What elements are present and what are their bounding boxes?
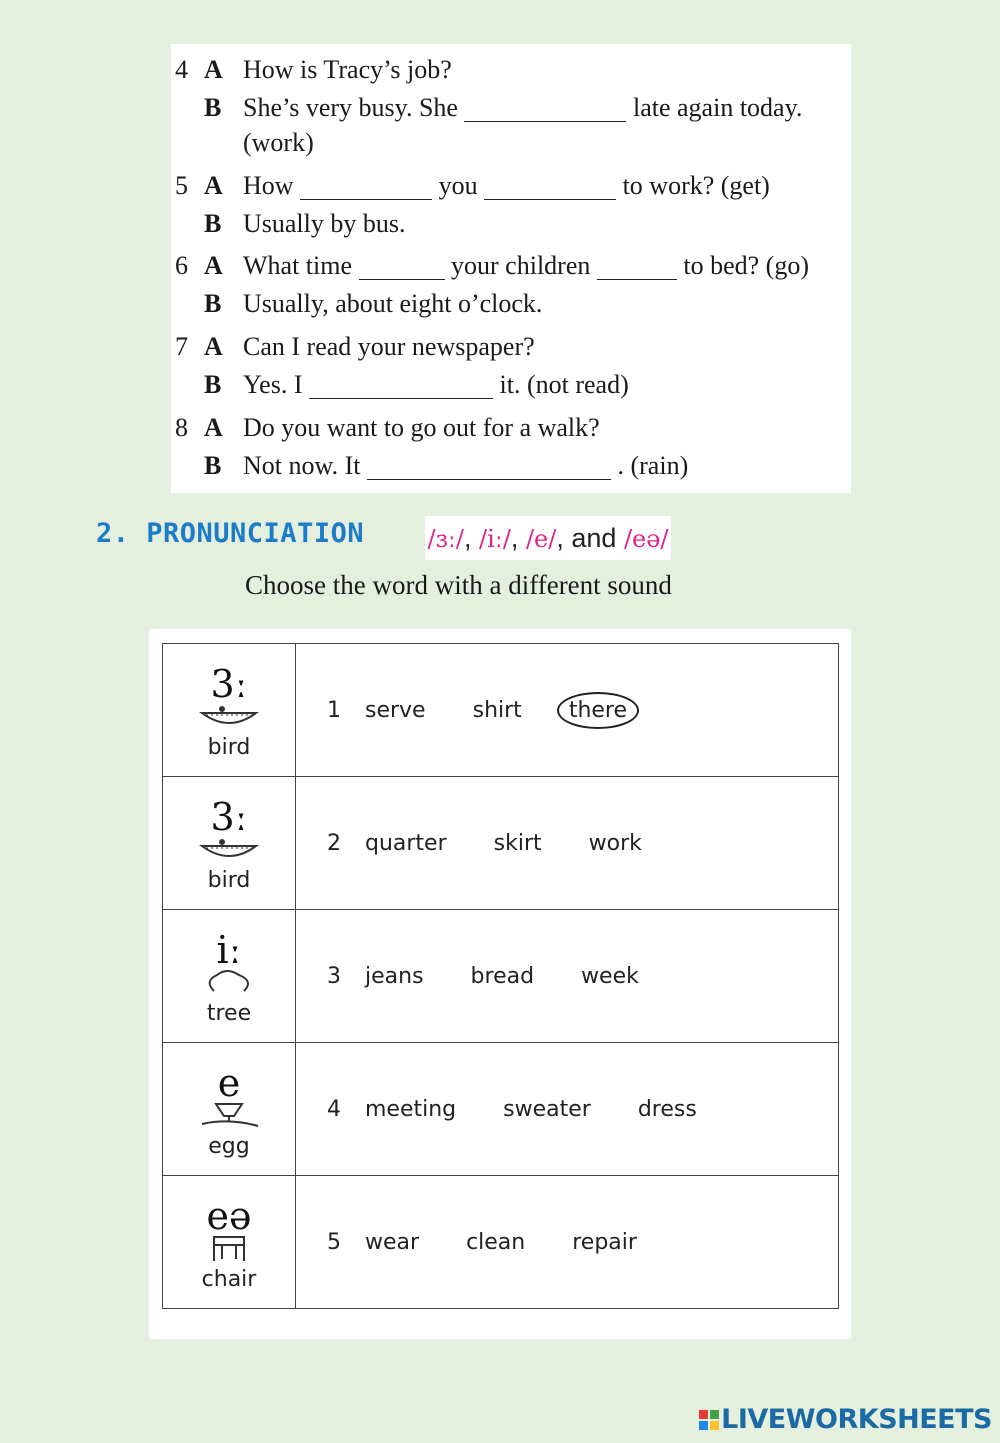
separator: ,: [463, 523, 472, 553]
word-option[interactable]: sweater: [503, 1096, 591, 1122]
word-option[interactable]: dress: [637, 1096, 697, 1122]
item-number: 8: [175, 413, 188, 442]
chair-icon: [163, 1235, 295, 1265]
answer-line: [243, 448, 688, 484]
phonetic-symbol: eə: [206, 1193, 252, 1238]
phoneme-ee: /iː/: [478, 525, 511, 553]
word-option[interactable]: serve: [365, 697, 426, 723]
symbol-label: egg: [208, 1133, 250, 1159]
sound-symbol-cell: [163, 1176, 296, 1309]
table-row: [163, 777, 839, 910]
row-number: 5: [327, 1229, 341, 1255]
answer-text: . (rain): [617, 451, 689, 480]
answer-text: Usually by bus.: [243, 209, 406, 238]
sound-symbol-cell: [163, 1043, 296, 1176]
row-number: 1: [327, 697, 341, 723]
speaker-a: A: [204, 171, 223, 200]
item-number: 4: [175, 55, 188, 84]
phoneme-air: /eə/: [623, 525, 669, 553]
word-option[interactable]: there: [557, 692, 639, 729]
table-row: [163, 644, 839, 777]
blank-input[interactable]: [300, 173, 432, 200]
item-number: 5: [175, 171, 188, 200]
separator: ,: [556, 523, 564, 553]
sound-symbol-cell: [163, 910, 296, 1043]
phoneme-er: /ɜː/: [427, 525, 464, 553]
speaker-b: B: [204, 93, 222, 122]
speaker-b: B: [204, 370, 222, 399]
phonetic-symbol: 3ː: [210, 794, 248, 839]
word-option[interactable]: clean: [466, 1229, 526, 1255]
bird-icon: [163, 836, 295, 866]
item-number: 6: [175, 251, 188, 280]
row-number: 4: [327, 1096, 341, 1122]
table-row: [163, 1176, 839, 1309]
speaker-a: A: [204, 332, 223, 361]
word-choice-cell: [296, 910, 839, 1043]
blank-input[interactable]: [597, 253, 677, 280]
sound-symbol-cell: [163, 644, 296, 777]
question-text: you: [438, 171, 478, 200]
word-option[interactable]: repair: [572, 1229, 637, 1255]
and-word: and: [571, 523, 617, 553]
word-option[interactable]: shirt: [472, 697, 522, 723]
question-text: to bed? (go): [683, 251, 809, 280]
question-text: Can I read your newspaper?: [243, 332, 535, 361]
speaker-b: B: [204, 289, 222, 318]
question-text: to work? (get): [622, 171, 770, 200]
word-option[interactable]: meeting: [365, 1096, 457, 1122]
blank-input[interactable]: [367, 453, 611, 480]
symbol-label: bird: [207, 734, 251, 760]
answer-text: late again today.: [632, 93, 803, 122]
egg-cup-icon: [163, 1102, 295, 1132]
answer-text: She’s very busy. She: [243, 93, 458, 122]
logo-text: LIVEWORKSHEETS: [721, 1404, 992, 1435]
blank-input[interactable]: [359, 253, 445, 280]
answer-text: Usually, about eight o’clock.: [243, 289, 543, 318]
symbol-label: chair: [201, 1266, 257, 1292]
liveworksheets-logo: [699, 1404, 992, 1435]
word-option[interactable]: bread: [470, 963, 535, 989]
row-number: 2: [327, 830, 341, 856]
word-option[interactable]: quarter: [365, 830, 447, 856]
blank-input[interactable]: [484, 173, 616, 200]
answer-text: Not now. It: [243, 451, 361, 480]
bird-icon: [163, 703, 295, 733]
verb-hint: (work): [243, 128, 314, 157]
speaker-b: B: [204, 209, 222, 238]
exercise-panel: [171, 44, 851, 493]
logo-grid-icon: [699, 1410, 719, 1430]
row-number: 3: [327, 963, 341, 989]
question-text: Do you want to go out for a walk?: [243, 413, 600, 442]
answer-text: Yes. I: [243, 370, 303, 399]
word-option[interactable]: work: [588, 830, 642, 856]
word-option[interactable]: wear: [365, 1229, 420, 1255]
section-title: 2. PRONUNCIATION: [96, 518, 365, 549]
blank-input[interactable]: [309, 372, 493, 399]
answer-text: it. (not read): [499, 370, 629, 399]
answer-line: [243, 90, 802, 126]
phonetic-symbol: iː: [216, 927, 242, 972]
pronunciation-table: [162, 643, 839, 1309]
blank-input[interactable]: [464, 95, 626, 122]
answer-line: [243, 367, 629, 403]
speaker-b: B: [204, 451, 222, 480]
pronunciation-table-panel: [149, 629, 851, 1339]
question-text: your children: [451, 251, 591, 280]
speaker-a: A: [204, 251, 223, 280]
word-choice-cell: [296, 644, 839, 777]
sound-symbol-cell: [163, 777, 296, 910]
question-text: How is Tracy’s job?: [243, 55, 452, 84]
speaker-a: A: [204, 413, 223, 442]
phoneme-e: /e/: [525, 525, 557, 553]
word-choice-cell: [296, 1043, 839, 1176]
table-row: [163, 1043, 839, 1176]
phoneme-list: [425, 516, 671, 560]
symbol-label: tree: [206, 1000, 252, 1026]
separator: ,: [510, 523, 519, 553]
table-row: [163, 910, 839, 1043]
item-number: 7: [175, 332, 188, 361]
question-text: How: [243, 171, 294, 200]
word-option[interactable]: skirt: [493, 830, 542, 856]
word-option[interactable]: jeans: [365, 963, 424, 989]
question-text: What time: [243, 251, 353, 280]
phonetic-symbol: 3ː: [210, 661, 248, 706]
word-choice-cell: [296, 777, 839, 910]
question-line: [243, 248, 809, 284]
word-option[interactable]: week: [581, 963, 639, 989]
speaker-a: A: [204, 55, 223, 84]
phonetic-symbol: e: [217, 1060, 241, 1105]
symbol-label: bird: [207, 867, 251, 893]
tree-icon: [163, 969, 295, 999]
word-choice-cell: [296, 1176, 839, 1309]
instruction-text: Choose the word with a different sound: [245, 570, 672, 600]
question-line: [243, 168, 770, 204]
